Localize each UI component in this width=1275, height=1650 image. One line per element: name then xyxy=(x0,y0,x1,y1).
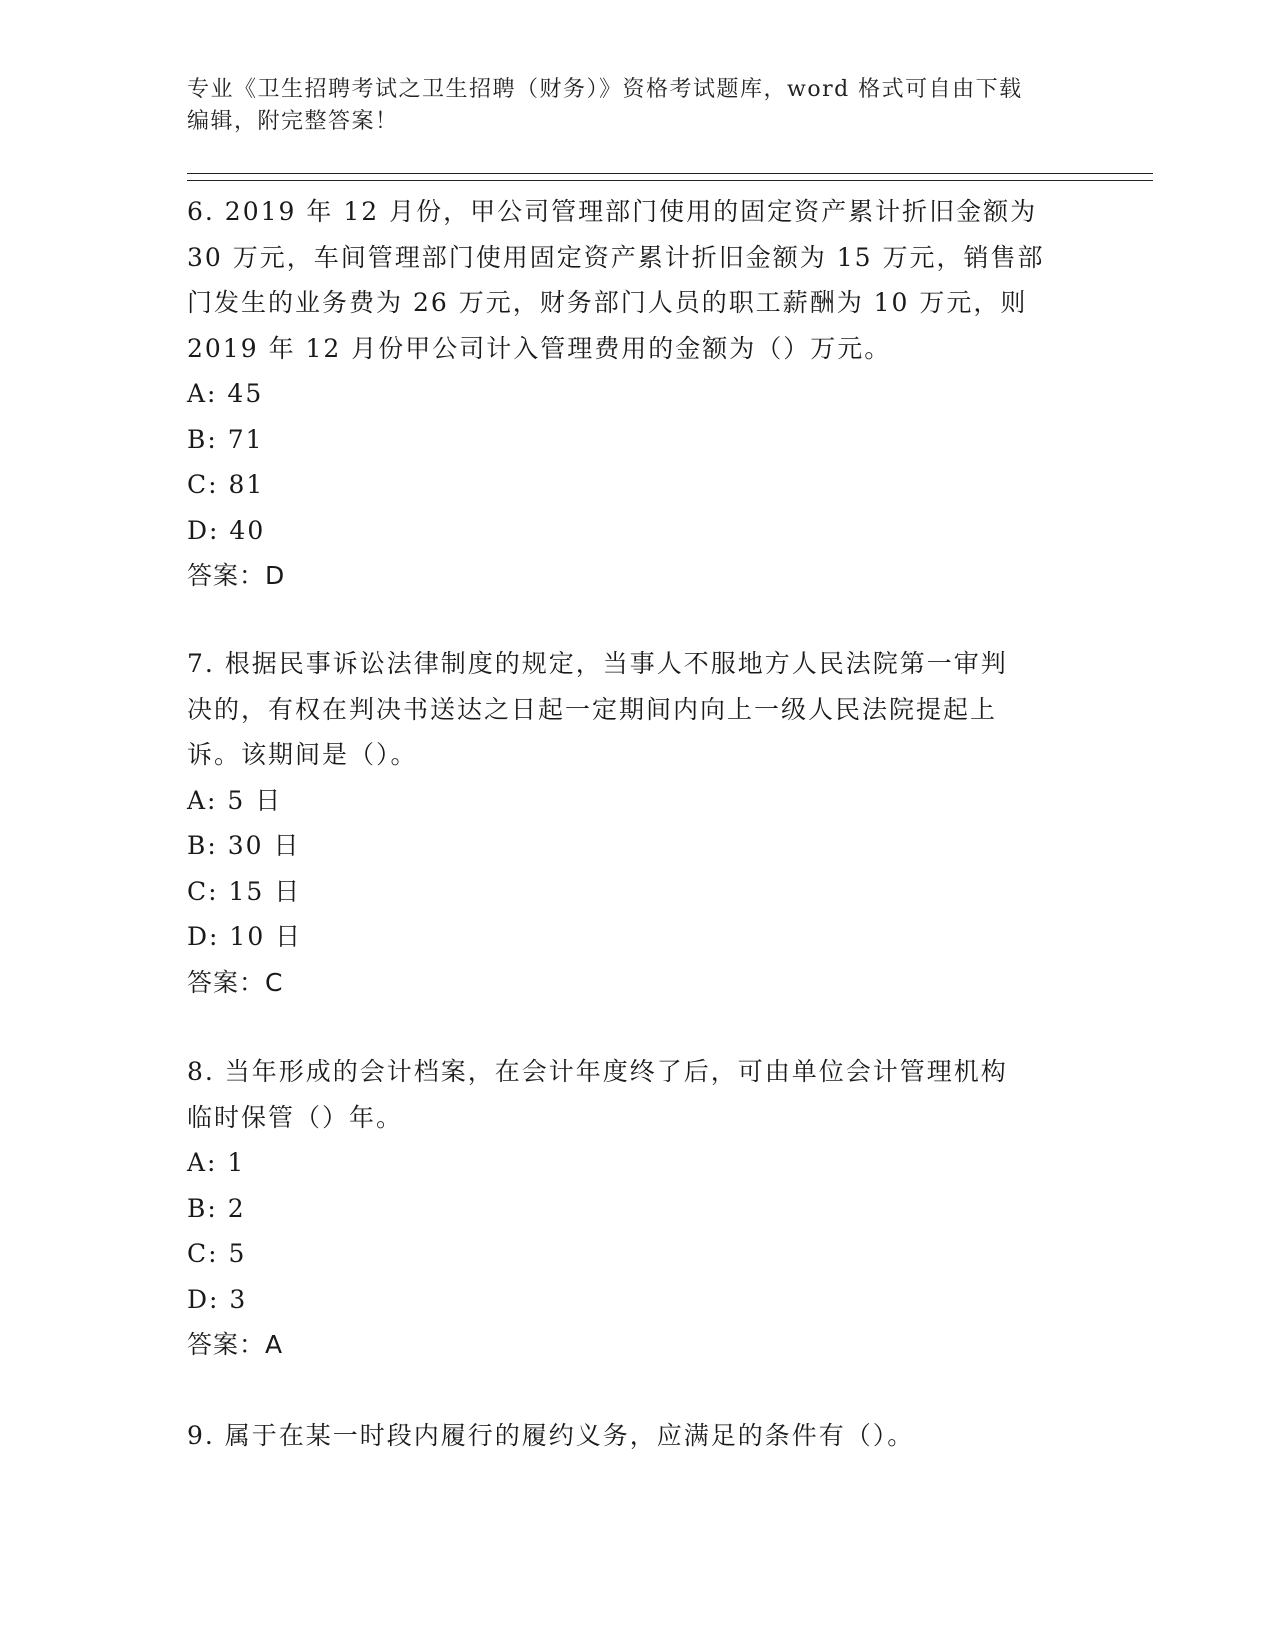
option-c: C: 5 xyxy=(187,1239,247,1268)
option-d: D: 40 xyxy=(187,515,266,545)
option-d: D: 10 日 xyxy=(187,922,303,951)
question-text-line: 9. 属于在某一时段内履行的履约义务，应满足的条件有（）。 xyxy=(187,1421,915,1450)
question-text-line: 决的，有权在判决书送达之日起一定期间内向上一级人民法院提起上 xyxy=(187,694,998,724)
question-text-line: 8. 当年形成的会计档案，在会计年度终了后，可由单位会计管理机构 xyxy=(187,1057,1008,1086)
question-7 xyxy=(187,641,1087,1005)
question-text-line: 30 万元，车间管理部门使用固定资产累计折旧金额为 15 万元，销售部 xyxy=(187,242,1045,272)
option-a: A: 45 xyxy=(187,379,264,408)
option-b: B: 71 xyxy=(187,424,264,454)
question-8 xyxy=(187,1049,1087,1368)
option-d: D: 3 xyxy=(187,1284,248,1314)
option-a: A: 1 xyxy=(187,1148,246,1177)
option-b: B: 30 日 xyxy=(187,831,301,860)
question-text-line: 临时保管（）年。 xyxy=(187,1102,404,1132)
question-9 xyxy=(187,1413,1087,1459)
question-text-line: 2019 年 12 月份甲公司计入管理费用的金额为（）万元。 xyxy=(187,333,892,363)
header-line-2: 编辑，附完整答案！ xyxy=(187,109,399,134)
document-header xyxy=(187,74,1067,138)
answer: 答案：A xyxy=(187,1330,284,1359)
option-a: A: 5 日 xyxy=(187,785,283,815)
header-divider-top xyxy=(187,173,1153,174)
option-c: C: 15 日 xyxy=(187,876,302,906)
question-text-line: 7. 根据民事诉讼法律制度的规定，当事人不服地方人民法院第一审判 xyxy=(187,649,1008,678)
answer: 答案：D xyxy=(187,561,286,590)
question-6 xyxy=(187,189,1087,599)
option-b: B: 2 xyxy=(187,1193,246,1223)
header-divider-bottom xyxy=(187,180,1153,181)
answer: 答案：C xyxy=(187,967,284,997)
header-line-1: 专业《卫生招聘考试之卫生招聘（财务）》资格考试题库，word 格式可自由下载 xyxy=(187,77,1023,102)
option-c: C: 81 xyxy=(187,470,265,499)
question-text-line: 6. 2019 年 12 月份，甲公司管理部门使用的固定资产累计折旧金额为 xyxy=(187,197,1038,226)
question-text-line: 门发生的业务费为 26 万元，财务部门人员的职工薪酬为 10 万元，则 xyxy=(187,288,1028,317)
question-text-line: 诉。该期间是（）。 xyxy=(187,740,418,769)
